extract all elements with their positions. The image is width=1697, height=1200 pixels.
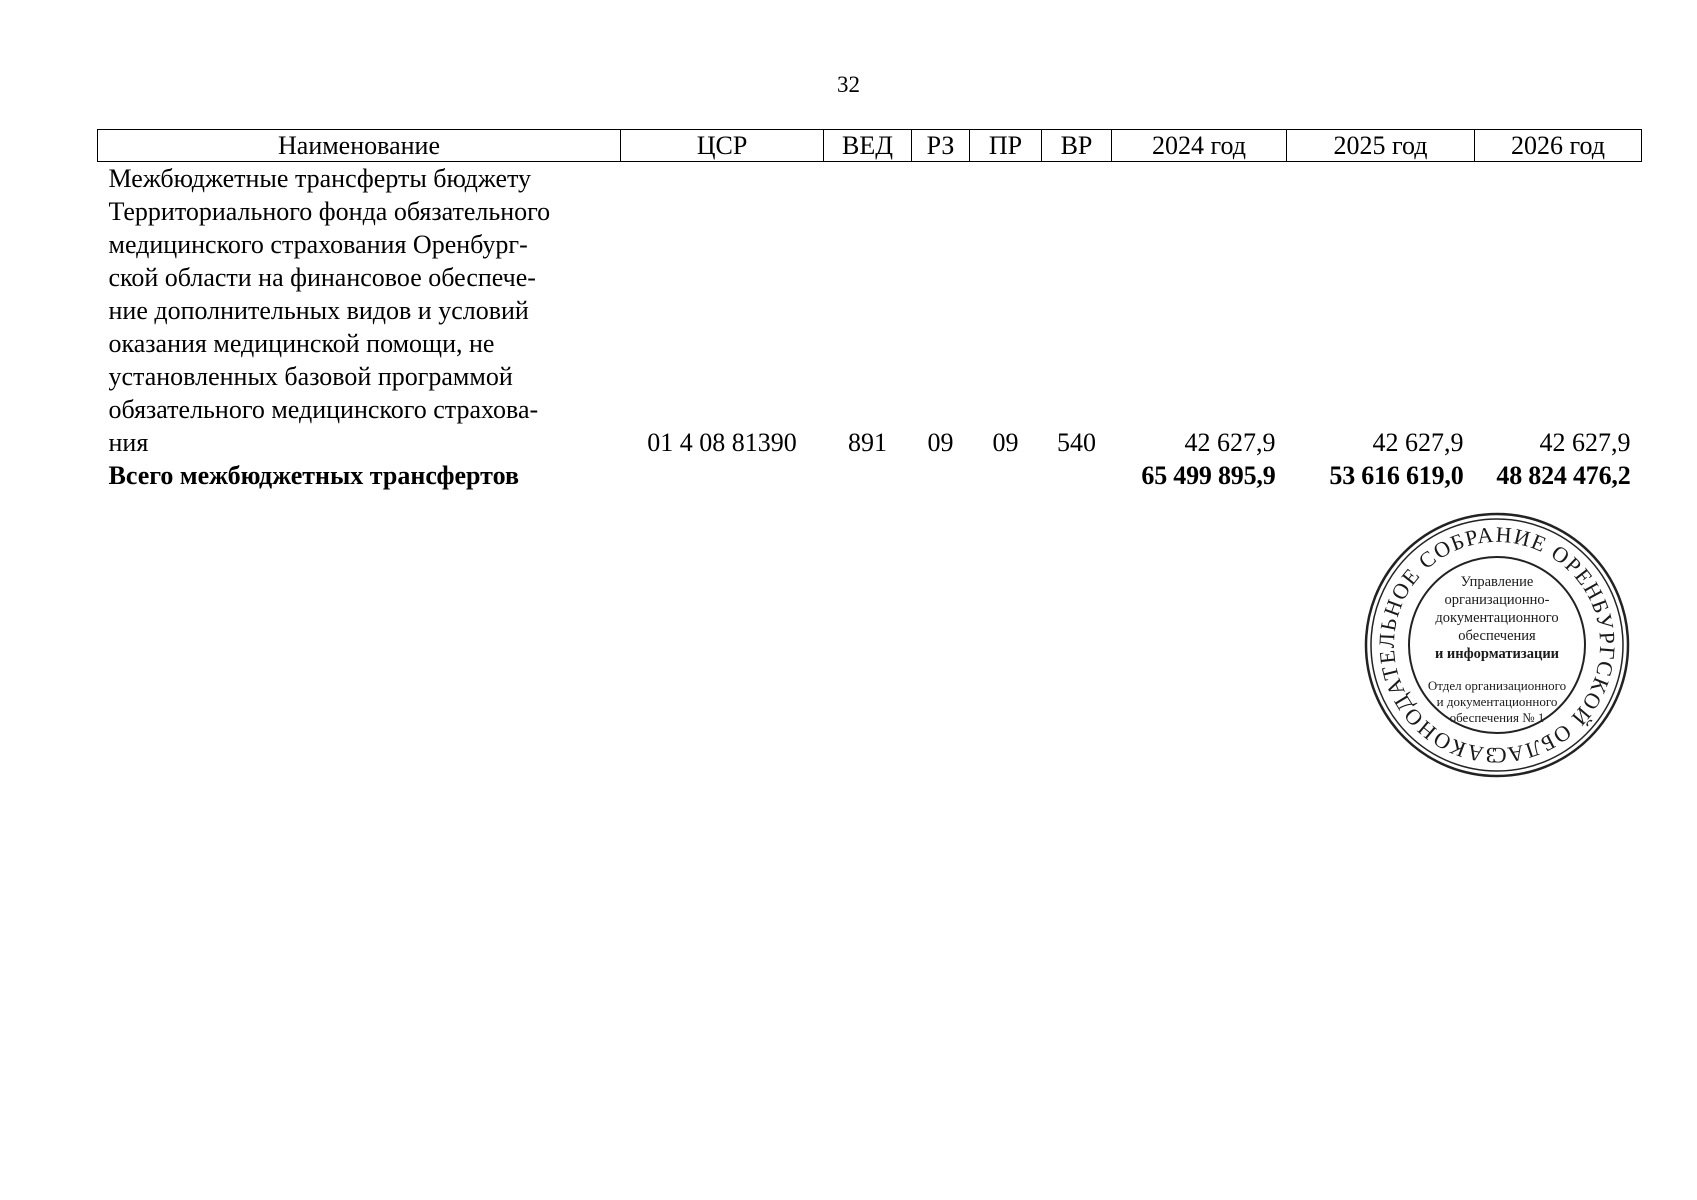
row-2026: 42 627,9: [1539, 428, 1631, 457]
row-csr: 01 4 08 81390: [647, 428, 797, 457]
row-name-line: обязательного медицинского страхова-: [108, 395, 539, 424]
page-number: 32: [837, 72, 860, 97]
total-empty-vr: [1042, 459, 1112, 492]
stamp-inner-line: обеспечения: [1458, 628, 1536, 644]
header-name: Наименование: [98, 130, 621, 162]
total-empty-csr: [621, 459, 824, 492]
header-pr: ПР: [970, 130, 1042, 162]
row-ved: 891: [848, 428, 887, 457]
table-header-row: [98, 130, 1642, 162]
table-row: [98, 162, 1642, 460]
header-2025: 2025 год: [1287, 130, 1475, 162]
official-stamp: [1362, 510, 1632, 780]
row-name-line: Территориального фонда обязательного: [108, 197, 551, 226]
row-2024: 42 627,9: [1184, 428, 1276, 457]
stamp-seal: [1362, 510, 1632, 780]
stamp-inner-line: Управление: [1460, 574, 1534, 590]
stamp-dept-line: обеспечения № 1: [1449, 710, 1545, 725]
total-2024: 65 499 895,9: [1141, 461, 1276, 490]
header-2026: 2026 год: [1475, 130, 1642, 162]
row-name: [98, 162, 621, 460]
row-name-line: Межбюджетные трансферты бюджету: [108, 164, 532, 193]
stamp-dept-line: и документационного: [1436, 694, 1558, 709]
stamp-dept-line: Отдел организационного: [1427, 678, 1567, 693]
row-rz: 09: [927, 428, 954, 457]
stamp-inner-line: документационного: [1435, 610, 1559, 626]
budget-table: [97, 129, 1642, 492]
row-pr: 09: [992, 428, 1019, 457]
header-ved: ВЕД: [824, 130, 912, 162]
total-2026: 48 824 476,2: [1496, 461, 1631, 490]
row-name-line: ской области на финансовое обеспече-: [108, 263, 536, 292]
row-name-line: оказания медицинской помощи, не: [108, 329, 495, 358]
row-name-line: установленных базовой программой: [108, 362, 513, 391]
header-2024: 2024 год: [1112, 130, 1287, 162]
row-vr: 540: [1057, 428, 1096, 457]
row-name-line: ния: [108, 428, 149, 457]
total-empty-rz: [912, 459, 970, 492]
stamp-inner-line: и информатизации: [1434, 646, 1560, 662]
total-empty-ved: [824, 459, 912, 492]
header-vr: ВР: [1042, 130, 1112, 162]
row-2025: 42 627,9: [1372, 428, 1464, 457]
stamp-inner-line: организационно-: [1444, 592, 1550, 608]
header-csr: ЦСР: [621, 130, 824, 162]
row-name-line: медицинского страхования Оренбург-: [108, 230, 528, 259]
total-row: [98, 459, 1642, 492]
total-2025: 53 616 619,0: [1329, 461, 1464, 490]
total-name: Всего межбюджетных трансфертов: [108, 461, 519, 490]
header-rz: РЗ: [912, 130, 970, 162]
stamp-outer-text: ЗАКОНОДАТЕЛЬНОЕ СОБРАНИЕ ОРЕНБУРГСКОЙ ОБЛАС: [1373, 521, 1621, 769]
row-name-line: ние дополнительных видов и условий: [108, 296, 529, 325]
total-empty-pr: [970, 459, 1042, 492]
